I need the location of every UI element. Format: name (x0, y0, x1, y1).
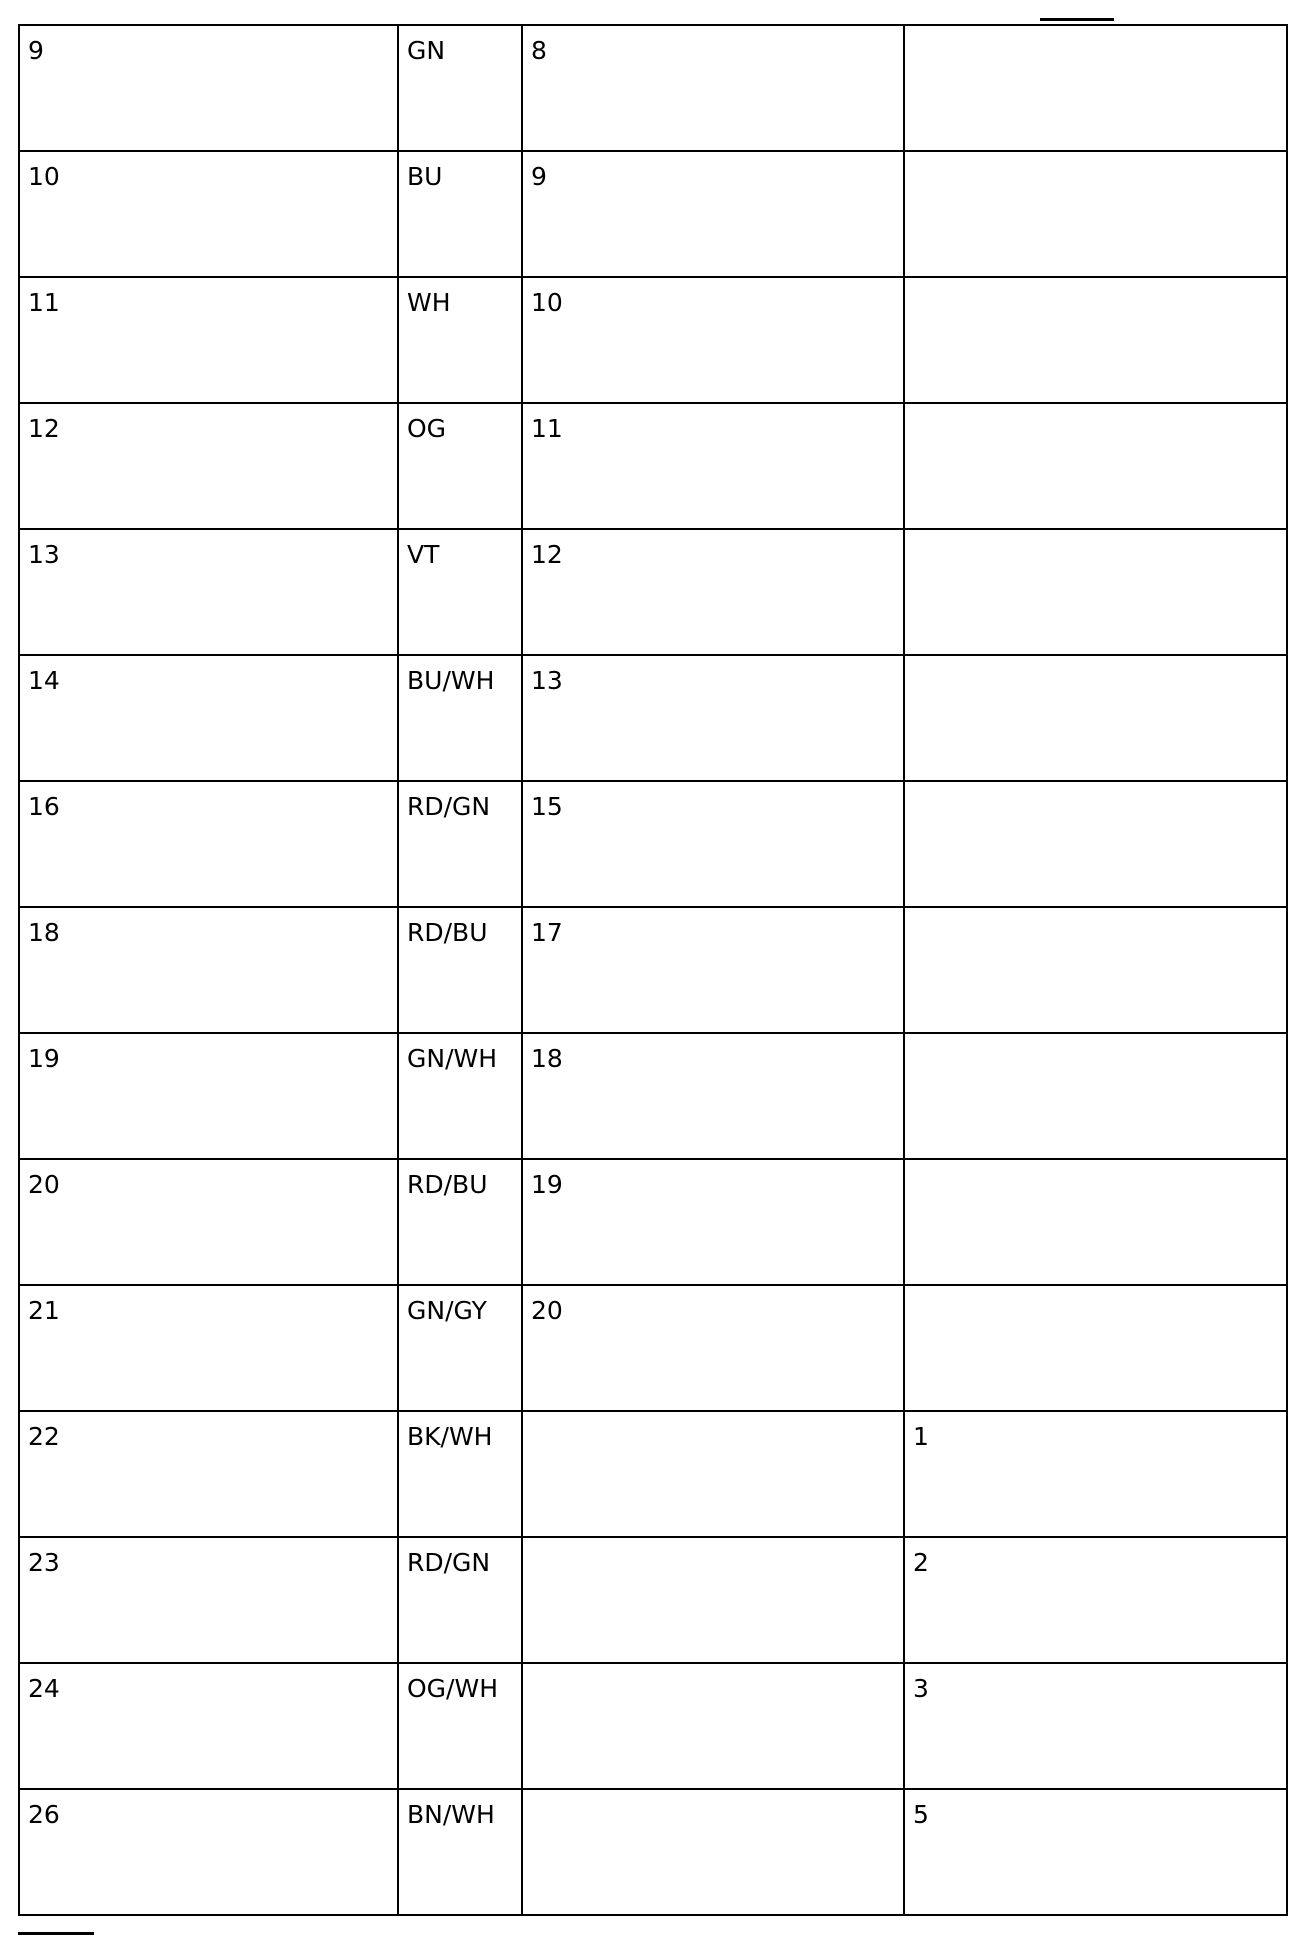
table-row (19, 25, 1287, 151)
wire-color-cell: BU/WH (398, 655, 522, 781)
table-row (19, 1663, 1287, 1789)
pin-cell: 24 (19, 1663, 398, 1789)
column-4-cell: 2 (904, 1537, 1287, 1663)
wiring-table (18, 24, 1288, 1916)
pin-cell: 10 (19, 151, 398, 277)
pin-cell: 16 (19, 781, 398, 907)
wire-color-cell: WH (398, 277, 522, 403)
column-4-cell (904, 655, 1287, 781)
column-3-cell: 15 (522, 781, 904, 907)
column-4-cell: 5 (904, 1789, 1287, 1915)
pin-cell: 20 (19, 1159, 398, 1285)
column-4-cell (904, 25, 1287, 151)
pin-cell: 23 (19, 1537, 398, 1663)
table-row (19, 1537, 1287, 1663)
column-3-cell: 8 (522, 25, 904, 151)
column-4-cell (904, 403, 1287, 529)
column-3-cell (522, 1663, 904, 1789)
pin-cell: 21 (19, 1285, 398, 1411)
table-row (19, 151, 1287, 277)
top-edge-line (1040, 18, 1114, 21)
table-row (19, 1411, 1287, 1537)
column-4-cell (904, 277, 1287, 403)
wire-color-cell: RD/BU (398, 1159, 522, 1285)
wire-color-cell: BK/WH (398, 1411, 522, 1537)
wire-color-cell: OG/WH (398, 1663, 522, 1789)
column-4-cell (904, 1159, 1287, 1285)
column-3-cell: 18 (522, 1033, 904, 1159)
table-row (19, 655, 1287, 781)
bottom-edge-line (18, 1932, 94, 1935)
pin-cell: 11 (19, 277, 398, 403)
table-row (19, 1159, 1287, 1285)
column-3-cell: 19 (522, 1159, 904, 1285)
column-4-cell (904, 907, 1287, 1033)
pin-cell: 26 (19, 1789, 398, 1915)
wire-color-cell: BN/WH (398, 1789, 522, 1915)
column-4-cell: 1 (904, 1411, 1287, 1537)
wire-color-cell: VT (398, 529, 522, 655)
column-3-cell: 10 (522, 277, 904, 403)
column-4-cell (904, 1285, 1287, 1411)
wiring-table-body (19, 25, 1287, 1915)
wire-color-cell: OG (398, 403, 522, 529)
column-4-cell (904, 529, 1287, 655)
table-row (19, 781, 1287, 907)
wire-color-cell: GN (398, 25, 522, 151)
pin-cell: 13 (19, 529, 398, 655)
column-3-cell: 13 (522, 655, 904, 781)
column-4-cell (904, 781, 1287, 907)
column-3-cell: 9 (522, 151, 904, 277)
column-3-cell: 12 (522, 529, 904, 655)
column-4-cell (904, 151, 1287, 277)
table-row (19, 907, 1287, 1033)
pin-cell: 12 (19, 403, 398, 529)
table-row (19, 529, 1287, 655)
table-row (19, 1789, 1287, 1915)
column-4-cell (904, 1033, 1287, 1159)
table-row (19, 403, 1287, 529)
wire-color-cell: GN/GY (398, 1285, 522, 1411)
pin-cell: 22 (19, 1411, 398, 1537)
wire-color-cell: RD/BU (398, 907, 522, 1033)
column-3-cell (522, 1789, 904, 1915)
column-3-cell: 20 (522, 1285, 904, 1411)
wire-color-cell: RD/GN (398, 781, 522, 907)
wire-color-cell: GN/WH (398, 1033, 522, 1159)
column-4-cell: 3 (904, 1663, 1287, 1789)
table-row (19, 1033, 1287, 1159)
pin-cell: 19 (19, 1033, 398, 1159)
pin-cell: 14 (19, 655, 398, 781)
table-row (19, 277, 1287, 403)
column-3-cell: 17 (522, 907, 904, 1033)
pin-cell: 9 (19, 25, 398, 151)
wire-color-cell: BU (398, 151, 522, 277)
pin-cell: 18 (19, 907, 398, 1033)
column-3-cell: 11 (522, 403, 904, 529)
wire-color-cell: RD/GN (398, 1537, 522, 1663)
table-row (19, 1285, 1287, 1411)
column-3-cell (522, 1411, 904, 1537)
column-3-cell (522, 1537, 904, 1663)
